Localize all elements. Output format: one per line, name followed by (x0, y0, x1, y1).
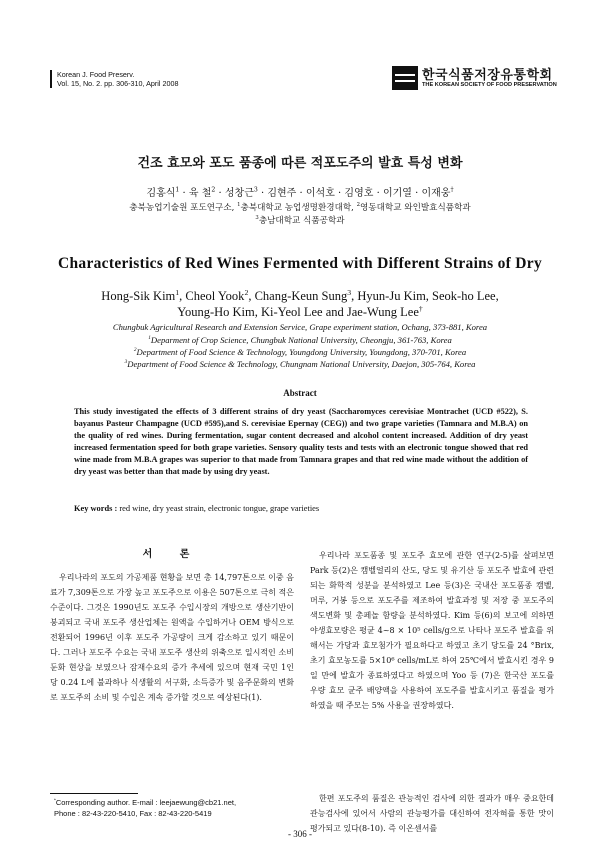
abstract-heading: Abstract (283, 388, 317, 398)
english-affiliation-1: $^1$Deparment of Crop Science, Chungbuk National University, Cheongju, 361-763, Korea (148, 335, 452, 345)
journal-name: Korean J. Food Preserv. (57, 70, 135, 79)
society-logo (392, 62, 564, 96)
society-emblem-icon (392, 66, 418, 90)
journal-volume: Vol. 15, No. 2. pp. 306-310, April 2008 (57, 79, 179, 88)
page-number: - 306 - (288, 829, 312, 839)
english-affiliation-main: Chungbuk Agricultural Research and Extension Service, Grape experiment station, Ochang, 373-881, Korea (112, 322, 488, 332)
english-title: Characteristics of Red Wines Fermented with Different Strains of Dry (57, 255, 543, 272)
corresponding-author-footnote: *Corresponding author. E-mail : leejaewung@cb21.net, Phone : 82-43-220-5410, Fax : 82-43-220-5419 (54, 797, 237, 818)
society-english-name: THE KOREAN SOCIETY OF FOOD PRESERVATION (422, 82, 557, 88)
english-authors-line-2: Young-Ho Kim, Ki-Yeol Lee and Jae-Wung Lee† (177, 303, 423, 319)
body-paragraph-left: 우리나라의 포도의 가공제품 현황을 보면 총 14,797톤으로 이중 음료가 7,309톤으로 가장 높고 포도주으로 이용은 507톤으로 극히 적은 수준이다. 그것은 1990년도 포도주 수입시장의 개방으로 생산기반이 붕괴되고 국내 포도주 생산업체는 원액을 수입하거나 OEM 방식으로 전환되어 1996년 이후 포도주 가공량이 크게 감소하고 있기 때문이다. 그러나 포도주 수요는 국내 포도주 생산의 위축으로 일시적인 소비둔화 현상을 보였으나 잠재수요의 증가 추세에 있으며 현재 국민 1인당 0.24 L에 불과하나 식생활의 서구화, 소득증가 및 음주문화의 변화로 포도주의 소비 및 수입은 계속 증가할 것으로 예상된다(1). (50, 573, 294, 702)
body-paragraph-right-1: 우리나라 포도품종 및 포도주 효모에 관한 연구(2-5)를 살펴보면 Park 등(2)은 캠벨얼리의 산도, 당도 및 유기산 등 포도주 발효에 관련되는 화학적 성분을 분석하였고 Lee 등(3)은 국내산 포도품종 캠벨, 머루, 거봉 등으로 포도주를 제조하여 발효과정 및 저장 중 포도주의 색도변화 및 총페놀 함량을 분석하였다. Kim 등(6)의 보고에 의하면 야생효모량은 평균 4~8 × 10⁵ cells/g으로 나타나 포도주 발효를 위해서는 가당과 효모첨가가 필요하다고 하였고 초기 당도를 24 °Brix, 초기 효모농도를 5×10⁶ cells/mL로 하여 25℃에서 발효시킨 경우 9일 만에 발효가 종료하였다고 하였으며 Yoo 등 (7)은 한국산 포도를 우량 효모 균주 배양액을 사용하여 포도주를 발효시키고 품질을 평가하였을 때 주모는 5% 사용을 권장하였다. (310, 551, 554, 710)
keywords-label: Key words : (74, 504, 118, 513)
english-author: Seok-ho Lee (432, 289, 496, 303)
korean-author: 이석호 (305, 188, 335, 199)
footnote-email: Corresponding author. E-mail : leejaewung@cb21.net, (55, 798, 237, 807)
korean-author: 육 철 (188, 188, 212, 199)
english-author: Hong-Sik Kim (101, 289, 176, 303)
korean-authors: 김홍식$^1$ · 육 철$^2$ · 성창근$^3$ · 김현주 · 이석호 · 김영호 · 이기열 · 이재웅† (146, 186, 454, 199)
korean-author: 김홍식 (146, 188, 176, 199)
keywords (74, 504, 319, 513)
english-author: Cheol Yook (185, 289, 245, 303)
body-paragraph-right-2: 한편 포도주의 품질은 관능적인 검사에 의한 결과가 매우 중요한데 관능검사에 있어서 사람의 관능평가를 대신하여 전자혀를 통한 맛이 평가되고 있다(8-10). 즉 이온센서를 (310, 794, 554, 833)
english-affiliation-3: $^3$Department of Food Science & Technology, Chungnam National University, Daejon, 305-764, Korea (124, 359, 476, 369)
english-author: Ki-Yeol Lee and Jae-Wung Lee (261, 305, 419, 319)
korean-author: 김현주 (267, 188, 297, 199)
keywords-text: red wine, dry yeast strain, electronic tongue, grape varieties (117, 504, 320, 513)
korean-author: 성창근 (224, 188, 254, 199)
korean-affiliation-2: $^3$충남대학교 식품공학과 (255, 215, 345, 226)
society-korean-name: 한국식품저장유통학회 (422, 68, 553, 83)
english-authors-line-1: Hong-Sik Kim$^1$, Cheol Yook$^2$, Chang-Keun Sung$^3$, Hyun-Ju Kim, Seok-ho Lee, (101, 287, 499, 303)
korean-author: 이재웅 (421, 188, 451, 199)
footnote-divider (50, 793, 138, 794)
english-author: Hyun-Ju Kim (357, 289, 426, 303)
english-author: Young-Ho Kim (177, 305, 255, 319)
english-author: Chang-Keun Sung (254, 289, 348, 303)
korean-title: 건조 효모와 포도 품종에 따른 적포도주의 발효 특성 변화 (137, 156, 463, 171)
korean-affiliation-1: 충북농업기술원 포도연구소, $^1$충북대학교 농업생명환경대학, $^2$영동대학교 와인발효식품학과 (129, 202, 471, 213)
abstract-text: This study investigated the effects of 3 different strains of dry yeast (Saccharomyces cerevisiae Montrachet (UCD #522), S. bayanus Pasteur Champagne (UCD #595),and S. cerevisiae Epernay (CEG)) and two grape varieties (Tamnara and M.B.A) on the quality of red wines. During fermentation, sugar content decreased and alcohol content increased. Addition of dry yeast increased fermentation speed for both grape varieties. Sensory quality tests and tests with an electronic tongue showed that red wine made from M.B.A grapes was superior to that made from Tamnara grapes and that red wine made without the addition of dry yeast was better than that made by using dry yeast. (74, 407, 528, 476)
section-heading-introduction: 서 론 (142, 549, 202, 560)
journal-info (50, 70, 178, 88)
footnote-phone: Phone : 82-43-220-5410, Fax : 82-43-220-5419 (54, 809, 212, 818)
korean-author: 이기열 (382, 188, 412, 199)
korean-author: 김영호 (344, 188, 374, 199)
english-affiliation-2: $^2$Department of Food Science & Technology, Youngdong University, Youngdong, 370-701, Korea (133, 347, 467, 357)
